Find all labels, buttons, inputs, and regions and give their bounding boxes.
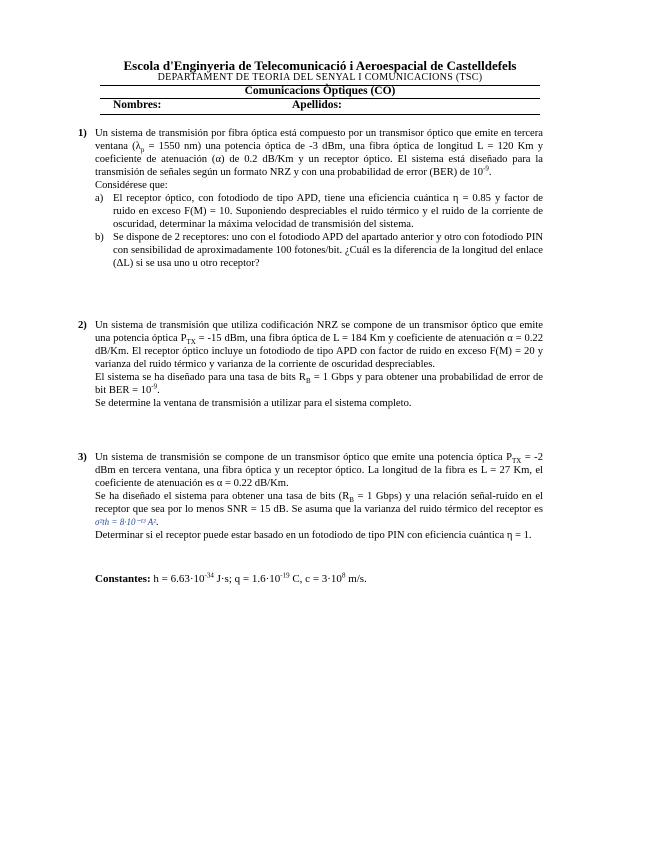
header-divider-3 bbox=[100, 114, 540, 115]
question-1 bbox=[78, 127, 543, 270]
course-title: Comunicacions Òptiques (CO) bbox=[244, 85, 396, 97]
department-name: DEPARTAMENT DE TEORIA DEL SENYAL I COMUNICACIONS (TSC) bbox=[157, 72, 483, 83]
question-1-part-b bbox=[95, 231, 543, 270]
question-1-consider: Considérese que: bbox=[95, 180, 168, 191]
question-2-p2: El sistema se ha diseñado para una tasa de bits $R_B = 1$ Gbps y para obtener una probabilidad de error de bit BER = $10^{-9}$. bbox=[95, 372, 543, 396]
part-label: a) bbox=[95, 193, 104, 204]
question-1-part-a bbox=[95, 192, 543, 231]
question-2 bbox=[78, 319, 543, 410]
question-number: 1) bbox=[78, 128, 87, 139]
question-1-intro: Un sistema de transmisión por fibra óptica está compuesto por un transmisor óptico que emite en tercera ventana ($\lambda_p = 1550$ nm) una potencia óptica de -3 dBm, una fibra óptica de longitud L = 120 Km y coeficiente de atenuación (α) de 0.2 dB/Km y un receptor óptico. El sistema está diseñado para la transmisión de señales según un formato NRZ y con una probabilidad de error (BER) de $10^{-9}$. bbox=[95, 128, 543, 178]
question-3 bbox=[78, 451, 543, 542]
names-label: Nombres: bbox=[113, 99, 162, 111]
question-3-p1: Un sistema de transmisión se compone de un transmisor óptico que emite una potencia óptica $P_{TX} = -2$ dBm en tercera ventana, una fibra óptica y un receptor óptico. La longitud de la fibra es L = 27 Km, el coeficiente de atenuación es α = 0.22 dB/Km. bbox=[95, 452, 543, 489]
question-2-p1: Un sistema de transmisión que utiliza codificación NRZ se compone de un transmisor óptico que emite una potencia óptica $P_{TX} = -15$ dBm, una fibra óptica de L = 184 Km y coeficiente de atenuación α = 0.22 dB/Km. El receptor óptico incluye un fotodiodo de tipo APD con factor de ruido en exceso F(M) = 20 y varianza del ruido térmico y varianza de la corriente de oscuridad despreciables. bbox=[95, 320, 544, 370]
part-a-text: El receptor óptico, con fotodiodo de tipo APD, tiene una eficiencia cuántica η = 0.85 y factor de ruido en exceso F(M) = 10. Suponiendo despreciables el ruido térmico y el ruido de la corriente de oscuridad, determinar la máxima velocidad de transmisión del sistema. bbox=[113, 193, 543, 230]
part-b-text: Se dispone de 2 receptores: uno con el fotodiodo APD del apartado anterior y otro con fotodiodo PIN con sensibilidad de aproximadamente 100 fotones/bit. ¿Cuál es la diferencia de la longitud del enlace (ΔL) si se usa uno u otro receptor? bbox=[113, 232, 543, 269]
constants-line: Constantes: $h = 6.63\cdot 10^{-34}$ J·s; $q = 1.6\cdot 10^{-19}$ C, $c = 3\cdot 10^8$ m/s. bbox=[95, 571, 367, 585]
surnames-label: Apellidos: bbox=[292, 99, 342, 111]
school-name: Escola d'Enginyeria de Telecomunicació i Aeroespacial de Castelldefels bbox=[123, 58, 517, 73]
question-number: 2) bbox=[78, 320, 87, 331]
question-3-p2: Se ha diseñado el sistema para obtener una tasa de bits ($R_B = 1$ Gbps) y una relación señal-ruido en el receptor que sea por lo menos SNR = 15 dB. Se asuma que la varianza del ruido térmico del receptor es σ²th = 8·10⁻¹³ A². bbox=[95, 491, 543, 528]
part-label: b) bbox=[95, 232, 104, 243]
question-number: 3) bbox=[78, 452, 87, 463]
question-2-p3: Se determine la ventana de transmisión a utilizar para el sistema completo. bbox=[95, 398, 412, 409]
question-3-p3: Determinar si el receptor puede estar basado en un fotodiodo de tipo PIN con eficiencia cuántica η = 1. bbox=[95, 530, 532, 541]
thermal-noise-formula: σ²th = 8·10⁻¹³ A² bbox=[95, 517, 156, 527]
constants-label: Constantes: bbox=[95, 573, 151, 585]
